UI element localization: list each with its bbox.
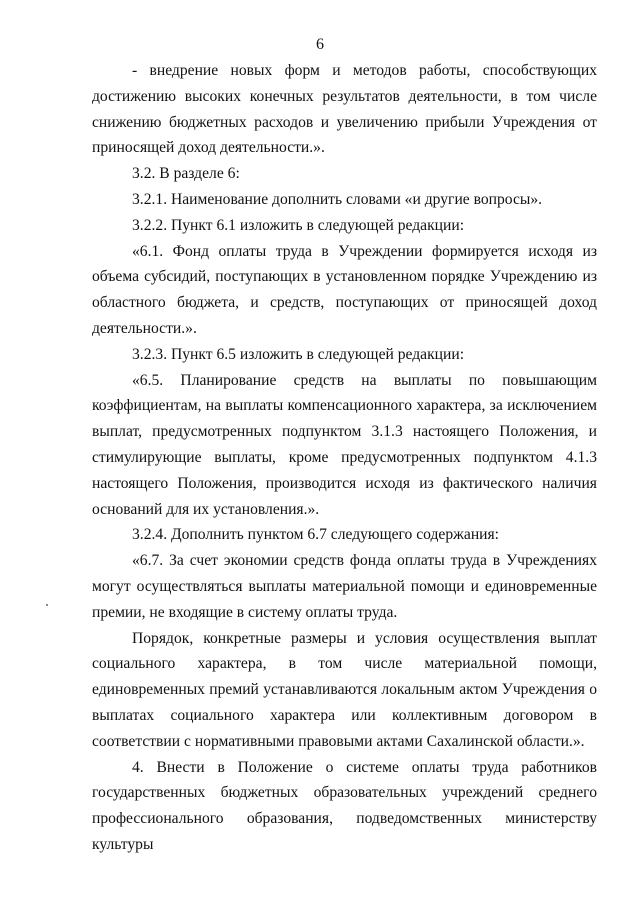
- paragraph-3: 3.2.1. Наименование дополнить словами «и другие вопросы».: [132, 190, 543, 208]
- page-number: 6: [316, 36, 324, 53]
- paragraph-10: Порядок, конкретные размеры и условия осуществления выплат социального характера, в том числе материальной помощи, единовременных премий устанавливаются локальным актом Учреждения о выплатах социального характера или коллективным договором в соответствии с нормативными правовыми актами Сахалинской области.».: [92, 629, 597, 750]
- paragraph-1: - внедрение новых форм и методов работы, способствующих достижению высоких конечных результатов деятельности, в том числе снижению бюджетных расходов и увеличению прибыли Учреждения от приносящей доход деятельности.».: [92, 62, 597, 157]
- paragraph-11: 4. Внести в Положение о системе оплаты труда работников государственных бюджетных образовательных учреждений среднего профессионального образования, подведомственных министерству культуры: [92, 758, 597, 853]
- document-body: [92, 58, 597, 858]
- paragraph-6: 3.2.3. Пункт 6.5 изложить в следующей редакции:: [132, 345, 465, 363]
- paragraph-5: «6.1. Фонд оплаты труда в Учреждении формируется исходя из объема субсидий, поступающих в установленном порядке Учреждению из областного бюджета, и средств, поступающих от приносящей доход деятельности.».: [92, 242, 597, 337]
- paragraph-2: 3.2. В разделе 6:: [132, 165, 240, 183]
- paragraph-8: 3.2.4. Дополнить пунктом 6.7 следующего содержания:: [132, 526, 500, 544]
- paragraph-7: «6.5. Планирование средств на выплаты по повышающим коэффициентам, на выплаты компенсационного характера, за исключением выплат, предусмотренных подпунктом 3.1.3 настоящего Положения, и стимулирующие выплаты, кроме предусмотренных подпунктом 4.1.3 настоящего Положения, производится исходя из фактического наличия оснований для их установления.».: [92, 371, 597, 518]
- paragraph-9: «6.7. За счет экономии средств фонда оплаты труда в Учреждениях могут осуществляться выплаты материальной помощи и единовременные премии, не входящие в систему оплаты труда.: [92, 552, 597, 621]
- paragraph-4: 3.2.2. Пункт 6.1 изложить в следующей редакции:: [132, 216, 465, 234]
- scan-speck: [46, 604, 48, 606]
